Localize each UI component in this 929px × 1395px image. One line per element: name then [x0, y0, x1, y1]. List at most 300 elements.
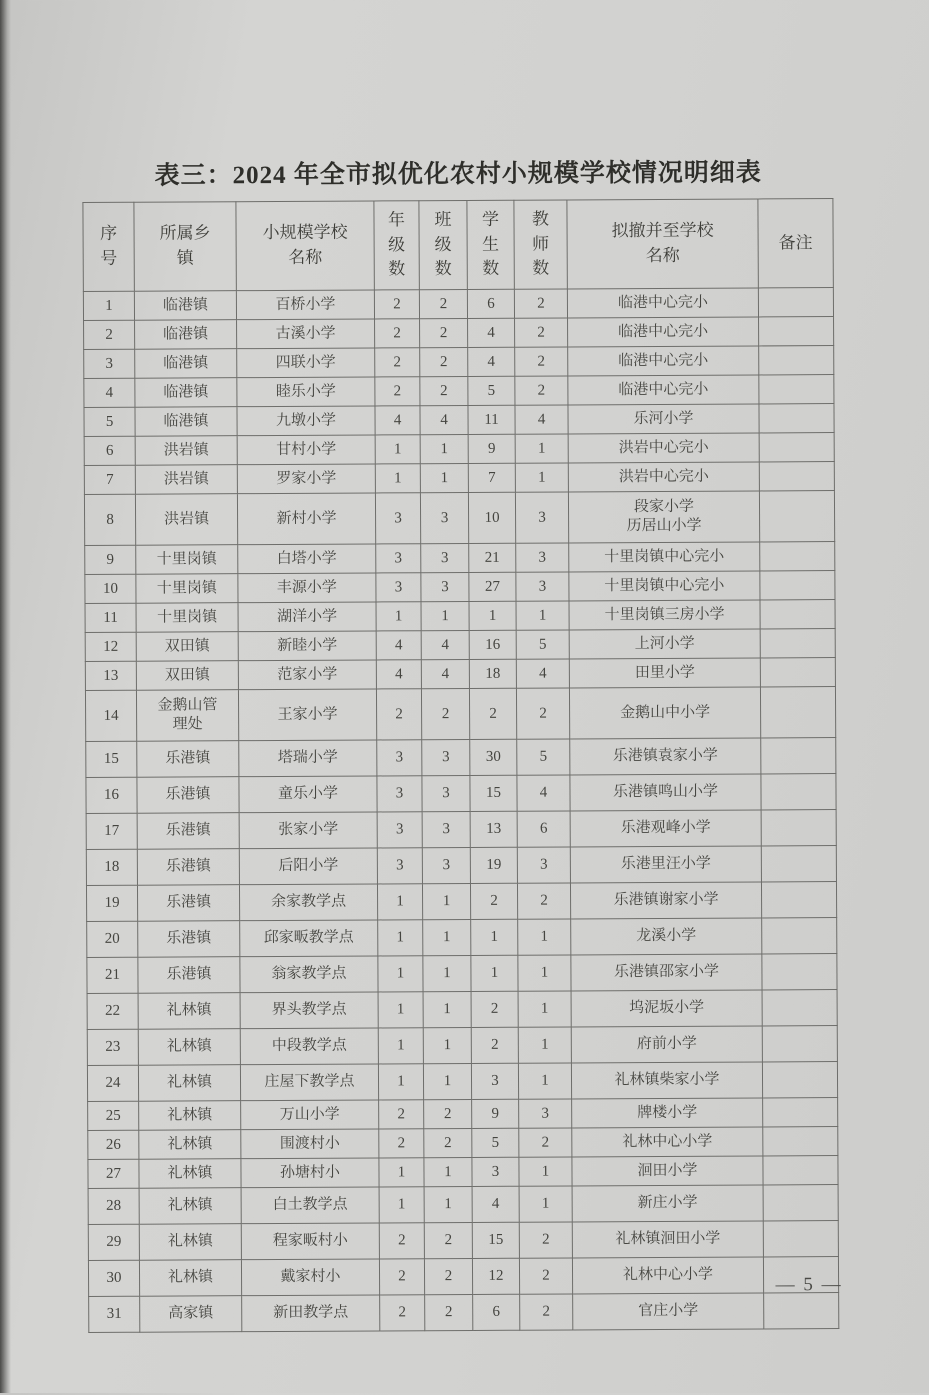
cell-remark [759, 375, 834, 404]
cell-class-count: 4 [420, 405, 468, 434]
cell-serial-number: 4 [84, 378, 135, 407]
cell-teacher-count: 2 [515, 376, 568, 405]
cell-serial-number: 2 [84, 320, 135, 349]
cell-student-count: 1 [471, 955, 518, 991]
cell-student-count: 2 [469, 688, 516, 739]
cell-serial-number: 23 [87, 1029, 138, 1065]
cell-merge-target: 段家小学 历居山小学 [568, 491, 759, 543]
cell-teacher-count: 1 [518, 1027, 571, 1063]
cell-grade-count: 1 [378, 920, 423, 956]
cell-student-count: 9 [472, 1099, 519, 1128]
cell-teacher-count: 1 [518, 991, 571, 1027]
cell-class-count: 2 [424, 1099, 472, 1128]
cell-township: 高家镇 [140, 1296, 242, 1333]
cell-merge-target: 礼林镇洄田小学 [572, 1221, 763, 1258]
table-row [85, 687, 835, 742]
cell-class-count: 2 [425, 1294, 473, 1330]
cell-merge-target: 官庄小学 [573, 1293, 764, 1330]
cell-grade-count: 4 [376, 631, 421, 660]
cell-teacher-count: 4 [515, 405, 568, 434]
cell-township: 礼林镇 [139, 1260, 241, 1297]
cell-serial-number: 27 [88, 1159, 139, 1188]
cell-class-count: 1 [423, 991, 471, 1027]
cell-township: 礼林镇 [139, 1224, 241, 1261]
cell-student-count: 15 [472, 1222, 519, 1258]
cell-merge-target: 龙溪小学 [571, 918, 762, 955]
cell-student-count: 4 [468, 347, 515, 376]
cell-serial-number: 11 [85, 603, 136, 632]
cell-merge-target: 乐港镇袁家小学 [570, 738, 761, 775]
cell-township: 乐港镇 [137, 741, 239, 778]
cell-merge-target: 十里岗镇三房小学 [569, 600, 760, 630]
cell-teacher-count: 3 [519, 1099, 572, 1128]
cell-township: 乐港镇 [137, 885, 239, 922]
table-row [85, 571, 835, 604]
cell-merge-target: 洪岩中心完小 [568, 462, 759, 492]
cell-merge-target: 临港中心完小 [568, 317, 759, 347]
cell-grade-count: 4 [375, 406, 420, 435]
cell-grade-count: 1 [378, 1064, 423, 1100]
cell-class-count: 2 [420, 376, 468, 405]
table-row [88, 1257, 838, 1297]
cell-township: 临港镇 [135, 407, 237, 437]
schools-table [82, 198, 839, 1333]
cell-class-count: 1 [420, 463, 468, 492]
cell-class-count: 2 [421, 688, 469, 739]
cell-grade-count: 1 [378, 992, 423, 1028]
cell-grade-count: 3 [377, 776, 422, 812]
cell-class-count: 3 [421, 572, 469, 601]
table-row [89, 1293, 839, 1333]
table-row [84, 375, 834, 408]
cell-class-count: 3 [422, 775, 470, 811]
cell-school-name: 张家小学 [239, 812, 377, 849]
cell-grade-count: 3 [377, 848, 422, 884]
table-row [88, 1221, 838, 1261]
cell-township: 临港镇 [135, 349, 237, 379]
cell-serial-number: 6 [84, 436, 135, 465]
cell-serial-number: 3 [84, 349, 135, 378]
cell-teacher-count: 1 [518, 955, 571, 991]
cell-teacher-count: 2 [520, 1294, 573, 1330]
cell-school-name: 白土教学点 [241, 1187, 379, 1224]
header-remark: 备注 [758, 199, 833, 288]
cell-township: 乐港镇 [137, 777, 239, 814]
cell-township: 礼林镇 [138, 1065, 240, 1102]
cell-grade-count: 1 [378, 1028, 423, 1064]
header-school-name: 小规模学校名称 [236, 201, 374, 291]
cell-teacher-count: 4 [516, 659, 569, 688]
cell-merge-target: 上河小学 [569, 629, 760, 659]
header-student-count: 学生数 [467, 200, 514, 289]
cell-serial-number: 1 [83, 291, 134, 320]
cell-remark [762, 954, 837, 990]
cell-township: 洪岩镇 [135, 436, 237, 466]
table-row [86, 882, 836, 922]
cell-merge-target: 田里小学 [569, 658, 760, 688]
table-row [84, 346, 834, 379]
table-row [85, 629, 835, 662]
cell-remark [762, 1026, 837, 1062]
cell-township: 洪岩镇 [135, 465, 237, 495]
cell-remark [761, 846, 836, 882]
cell-student-count: 6 [473, 1294, 520, 1330]
cell-grade-count: 3 [377, 812, 422, 848]
cell-school-name: 中段教学点 [240, 1028, 378, 1065]
table-row [85, 658, 835, 691]
cell-remark [760, 658, 835, 687]
cell-school-name: 翁家教学点 [240, 956, 378, 993]
cell-school-name: 邱家畈教学点 [240, 920, 378, 957]
cell-merge-target: 乐河小学 [568, 404, 759, 434]
cell-merge-target: 牌楼小学 [572, 1098, 763, 1128]
cell-student-count: 10 [468, 492, 515, 543]
cell-student-count: 2 [470, 883, 517, 919]
cell-grade-count: 2 [375, 377, 420, 406]
cell-serial-number: 20 [87, 921, 138, 957]
header-grade-count: 年级数 [374, 201, 419, 290]
cell-township: 双田镇 [136, 661, 238, 691]
cell-serial-number: 10 [85, 574, 136, 603]
cell-township: 乐港镇 [137, 813, 239, 850]
cell-merge-target: 坞泥坂小学 [571, 990, 762, 1027]
cell-merge-target: 洄田小学 [572, 1156, 763, 1186]
cell-township: 洪岩镇 [135, 494, 237, 546]
cell-serial-number: 31 [89, 1296, 140, 1332]
cell-merge-target: 临港中心完小 [568, 346, 759, 376]
table-row [87, 990, 837, 1030]
cell-township: 双田镇 [136, 632, 238, 662]
cell-teacher-count: 1 [518, 1063, 571, 1099]
table-header-row [83, 199, 833, 292]
cell-remark [759, 491, 834, 542]
cell-serial-number: 29 [88, 1224, 139, 1260]
cell-remark [759, 433, 834, 462]
cell-student-count: 2 [471, 991, 518, 1027]
cell-class-count: 1 [421, 601, 469, 630]
cell-township: 十里岗镇 [136, 603, 238, 633]
cell-class-count: 3 [420, 492, 468, 543]
cell-student-count: 2 [471, 1027, 518, 1063]
cell-remark [763, 1127, 838, 1156]
table-row [86, 774, 836, 814]
cell-school-name: 程家畈村小 [241, 1223, 379, 1260]
cell-serial-number: 17 [86, 813, 137, 849]
cell-school-name: 睦乐小学 [237, 377, 375, 407]
cell-township: 礼林镇 [138, 993, 240, 1030]
cell-grade-count: 1 [379, 1187, 424, 1223]
cell-school-name: 丰源小学 [238, 573, 376, 603]
table-row [84, 404, 834, 437]
cell-merge-target: 十里岗镇中心完小 [569, 542, 760, 572]
cell-student-count: 27 [469, 572, 516, 601]
cell-merge-target: 乐港观峰小学 [570, 810, 761, 847]
cell-student-count: 5 [468, 376, 515, 405]
cell-grade-count: 1 [375, 464, 420, 493]
cell-grade-count: 2 [379, 1259, 424, 1295]
cell-school-name: 围渡村小 [241, 1129, 379, 1159]
table-row [84, 317, 834, 350]
cell-merge-target: 乐港镇谢家小学 [570, 882, 761, 919]
cell-township: 金鹅山管 理处 [136, 690, 238, 742]
cell-grade-count: 1 [377, 884, 422, 920]
cell-grade-count: 2 [379, 1223, 424, 1259]
cell-serial-number: 12 [85, 632, 136, 661]
cell-teacher-count: 2 [519, 1258, 572, 1294]
cell-grade-count: 3 [377, 740, 422, 776]
cell-remark [760, 571, 835, 600]
table-row [84, 462, 834, 495]
header-merge-target: 拟撤并至学校名称 [567, 199, 758, 289]
cell-school-name: 万山小学 [241, 1100, 379, 1130]
cell-teacher-count: 3 [515, 492, 568, 543]
cell-township: 临港镇 [135, 320, 237, 350]
cell-grade-count: 1 [379, 1158, 424, 1187]
cell-student-count: 19 [470, 847, 517, 883]
cell-teacher-count: 2 [519, 1128, 572, 1157]
cell-merge-target: 乐港镇邵家小学 [571, 954, 762, 991]
cell-merge-target: 金鹅山中小学 [569, 687, 760, 739]
cell-teacher-count: 3 [517, 847, 570, 883]
cell-school-name: 后阳小学 [239, 848, 377, 885]
cell-school-name: 百桥小学 [236, 290, 374, 320]
cell-grade-count: 2 [379, 1129, 424, 1158]
cell-teacher-count: 1 [519, 1157, 572, 1186]
cell-student-count: 13 [470, 811, 517, 847]
cell-grade-count: 2 [379, 1100, 424, 1129]
cell-remark [763, 1156, 838, 1185]
cell-teacher-count: 5 [516, 630, 569, 659]
cell-school-name: 塔瑞小学 [239, 740, 377, 777]
table-row [86, 810, 836, 850]
table-row [86, 738, 836, 778]
cell-class-count: 2 [424, 1222, 472, 1258]
cell-teacher-count: 6 [517, 811, 570, 847]
table-row [85, 600, 835, 633]
table-row [84, 433, 834, 466]
table-row [83, 288, 833, 321]
cell-serial-number: 9 [85, 545, 136, 574]
cell-remark [760, 687, 835, 738]
cell-school-name: 古溪小学 [237, 319, 375, 349]
cell-serial-number: 22 [87, 993, 138, 1029]
cell-teacher-count: 1 [515, 463, 568, 492]
table-row [88, 1127, 838, 1160]
cell-school-name: 九墩小学 [237, 406, 375, 436]
cell-remark [761, 882, 836, 918]
cell-serial-number: 18 [86, 849, 137, 885]
cell-student-count: 6 [467, 289, 514, 318]
cell-serial-number: 5 [84, 407, 135, 436]
cell-grade-count: 4 [376, 660, 421, 689]
cell-class-count: 1 [420, 434, 468, 463]
cell-remark [759, 317, 834, 346]
cell-merge-target: 临港中心完小 [567, 288, 758, 318]
cell-grade-count: 1 [375, 435, 420, 464]
cell-class-count: 2 [420, 318, 468, 347]
header-class-count: 班级数 [419, 200, 467, 289]
cell-serial-number: 24 [87, 1065, 138, 1101]
cell-merge-target: 十里岗镇中心完小 [569, 571, 760, 601]
cell-grade-count: 2 [380, 1295, 425, 1331]
cell-student-count: 16 [469, 630, 516, 659]
cell-school-name: 罗家小学 [237, 464, 375, 494]
cell-class-count: 2 [424, 1258, 472, 1294]
cell-teacher-count: 5 [517, 739, 570, 775]
cell-merge-target: 礼林中心小学 [572, 1127, 763, 1157]
header-township: 所属乡镇 [134, 202, 236, 292]
cell-class-count: 1 [423, 919, 471, 955]
cell-remark [760, 600, 835, 629]
cell-teacher-count: 2 [517, 883, 570, 919]
cell-teacher-count: 1 [516, 601, 569, 630]
table-row [88, 1185, 838, 1225]
cell-township: 礼林镇 [138, 1029, 240, 1066]
cell-serial-number: 25 [88, 1101, 139, 1130]
cell-township: 礼林镇 [139, 1188, 241, 1225]
cell-grade-count: 2 [375, 319, 420, 348]
cell-remark [763, 1098, 838, 1127]
cell-student-count: 3 [472, 1157, 519, 1186]
cell-school-name: 四联小学 [237, 348, 375, 378]
cell-teacher-count: 4 [517, 775, 570, 811]
cell-serial-number: 21 [87, 957, 138, 993]
cell-serial-number: 26 [88, 1130, 139, 1159]
cell-grade-count: 2 [374, 290, 419, 319]
cell-grade-count: 3 [376, 573, 421, 602]
cell-school-name: 甘村小学 [237, 435, 375, 465]
cell-student-count: 1 [471, 919, 518, 955]
cell-school-name: 童乐小学 [239, 776, 377, 813]
table-row [87, 954, 837, 994]
cell-remark [762, 1062, 837, 1098]
cell-township: 十里岗镇 [136, 545, 238, 575]
cell-class-count: 2 [424, 1128, 472, 1157]
cell-student-count: 12 [472, 1258, 519, 1294]
cell-serial-number: 13 [85, 661, 136, 690]
cell-teacher-count: 2 [519, 1222, 572, 1258]
cell-serial-number: 8 [84, 494, 135, 545]
cell-teacher-count: 2 [515, 347, 568, 376]
cell-class-count: 1 [424, 1157, 472, 1186]
cell-teacher-count: 2 [514, 289, 567, 318]
cell-class-count: 1 [422, 883, 470, 919]
cell-school-name: 余家教学点 [239, 884, 377, 921]
cell-serial-number: 16 [86, 777, 137, 813]
cell-serial-number: 7 [84, 465, 135, 494]
cell-grade-count: 1 [378, 956, 423, 992]
cell-merge-target: 府前小学 [571, 1026, 762, 1063]
header-teacher-count: 教师数 [514, 200, 567, 289]
cell-school-name: 新村小学 [237, 493, 375, 545]
cell-student-count: 30 [470, 739, 517, 775]
table-row [87, 918, 837, 958]
cell-class-count: 4 [421, 630, 469, 659]
cell-class-count: 3 [422, 811, 470, 847]
cell-student-count: 7 [468, 463, 515, 492]
cell-teacher-count: 2 [515, 318, 568, 347]
cell-student-count: 4 [468, 318, 515, 347]
cell-school-name: 白塔小学 [238, 544, 376, 574]
cell-township: 临港镇 [135, 378, 237, 408]
cell-teacher-count: 1 [515, 434, 568, 463]
cell-class-count: 3 [422, 847, 470, 883]
cell-grade-count: 3 [375, 493, 420, 544]
cell-student-count: 18 [469, 659, 516, 688]
cell-class-count: 4 [421, 659, 469, 688]
cell-remark [759, 404, 834, 433]
cell-school-name: 王家小学 [238, 689, 376, 741]
cell-serial-number: 28 [88, 1188, 139, 1224]
cell-township: 礼林镇 [139, 1159, 241, 1189]
cell-remark [762, 990, 837, 1026]
cell-school-name: 孙塘村小 [241, 1158, 379, 1188]
cell-student-count: 15 [470, 775, 517, 811]
cell-class-count: 1 [423, 1027, 471, 1063]
table-row [88, 1098, 838, 1131]
cell-township: 乐港镇 [138, 921, 240, 958]
cell-remark [763, 1185, 838, 1221]
cell-remark [758, 288, 833, 317]
cell-school-name: 湖洋小学 [238, 602, 376, 632]
document-title: 表三：2024 年全市拟优化农村小规模学校情况明细表 [154, 159, 762, 190]
cell-remark [760, 542, 835, 571]
cell-merge-target: 洪岩中心完小 [568, 433, 759, 463]
cell-remark [764, 1293, 839, 1329]
cell-merge-target: 新庄小学 [572, 1185, 763, 1222]
cell-teacher-count: 1 [519, 1186, 572, 1222]
cell-teacher-count: 3 [516, 543, 569, 572]
cell-serial-number: 30 [88, 1260, 139, 1296]
cell-remark [762, 918, 837, 954]
cell-remark [759, 462, 834, 491]
cell-serial-number: 15 [86, 741, 137, 777]
page-number: — 5 — [775, 1274, 843, 1296]
cell-merge-target: 礼林中心小学 [572, 1257, 763, 1294]
cell-student-count: 1 [469, 601, 516, 630]
cell-serial-number: 14 [85, 690, 136, 741]
cell-teacher-count: 2 [516, 688, 569, 739]
cell-merge-target: 乐港镇鸣山小学 [570, 774, 761, 811]
cell-class-count: 3 [421, 543, 469, 572]
cell-township: 乐港镇 [138, 957, 240, 994]
table-row [88, 1156, 838, 1189]
cell-school-name: 界头教学点 [240, 992, 378, 1029]
cell-class-count: 2 [419, 289, 467, 318]
cell-grade-count: 1 [376, 602, 421, 631]
cell-teacher-count: 3 [516, 572, 569, 601]
cell-merge-target: 临港中心完小 [568, 375, 759, 405]
cell-merge-target: 乐港里汪小学 [570, 846, 761, 883]
table-row [85, 542, 835, 575]
cell-student-count: 21 [469, 543, 516, 572]
header-serial-number: 序号 [83, 202, 134, 291]
cell-remark [759, 346, 834, 375]
cell-grade-count: 3 [376, 544, 421, 573]
cell-remark [761, 774, 836, 810]
cell-school-name: 范家小学 [238, 660, 376, 690]
cell-township: 乐港镇 [137, 849, 239, 886]
cell-school-name: 新田教学点 [242, 1295, 380, 1332]
cell-school-name: 新睦小学 [238, 631, 376, 661]
cell-grade-count: 2 [376, 689, 421, 740]
cell-student-count: 9 [468, 434, 515, 463]
table-row [87, 1062, 837, 1102]
cell-student-count: 5 [472, 1128, 519, 1157]
cell-student-count: 11 [468, 405, 515, 434]
cell-remark [761, 810, 836, 846]
cell-merge-target: 礼林镇柴家小学 [571, 1062, 762, 1099]
